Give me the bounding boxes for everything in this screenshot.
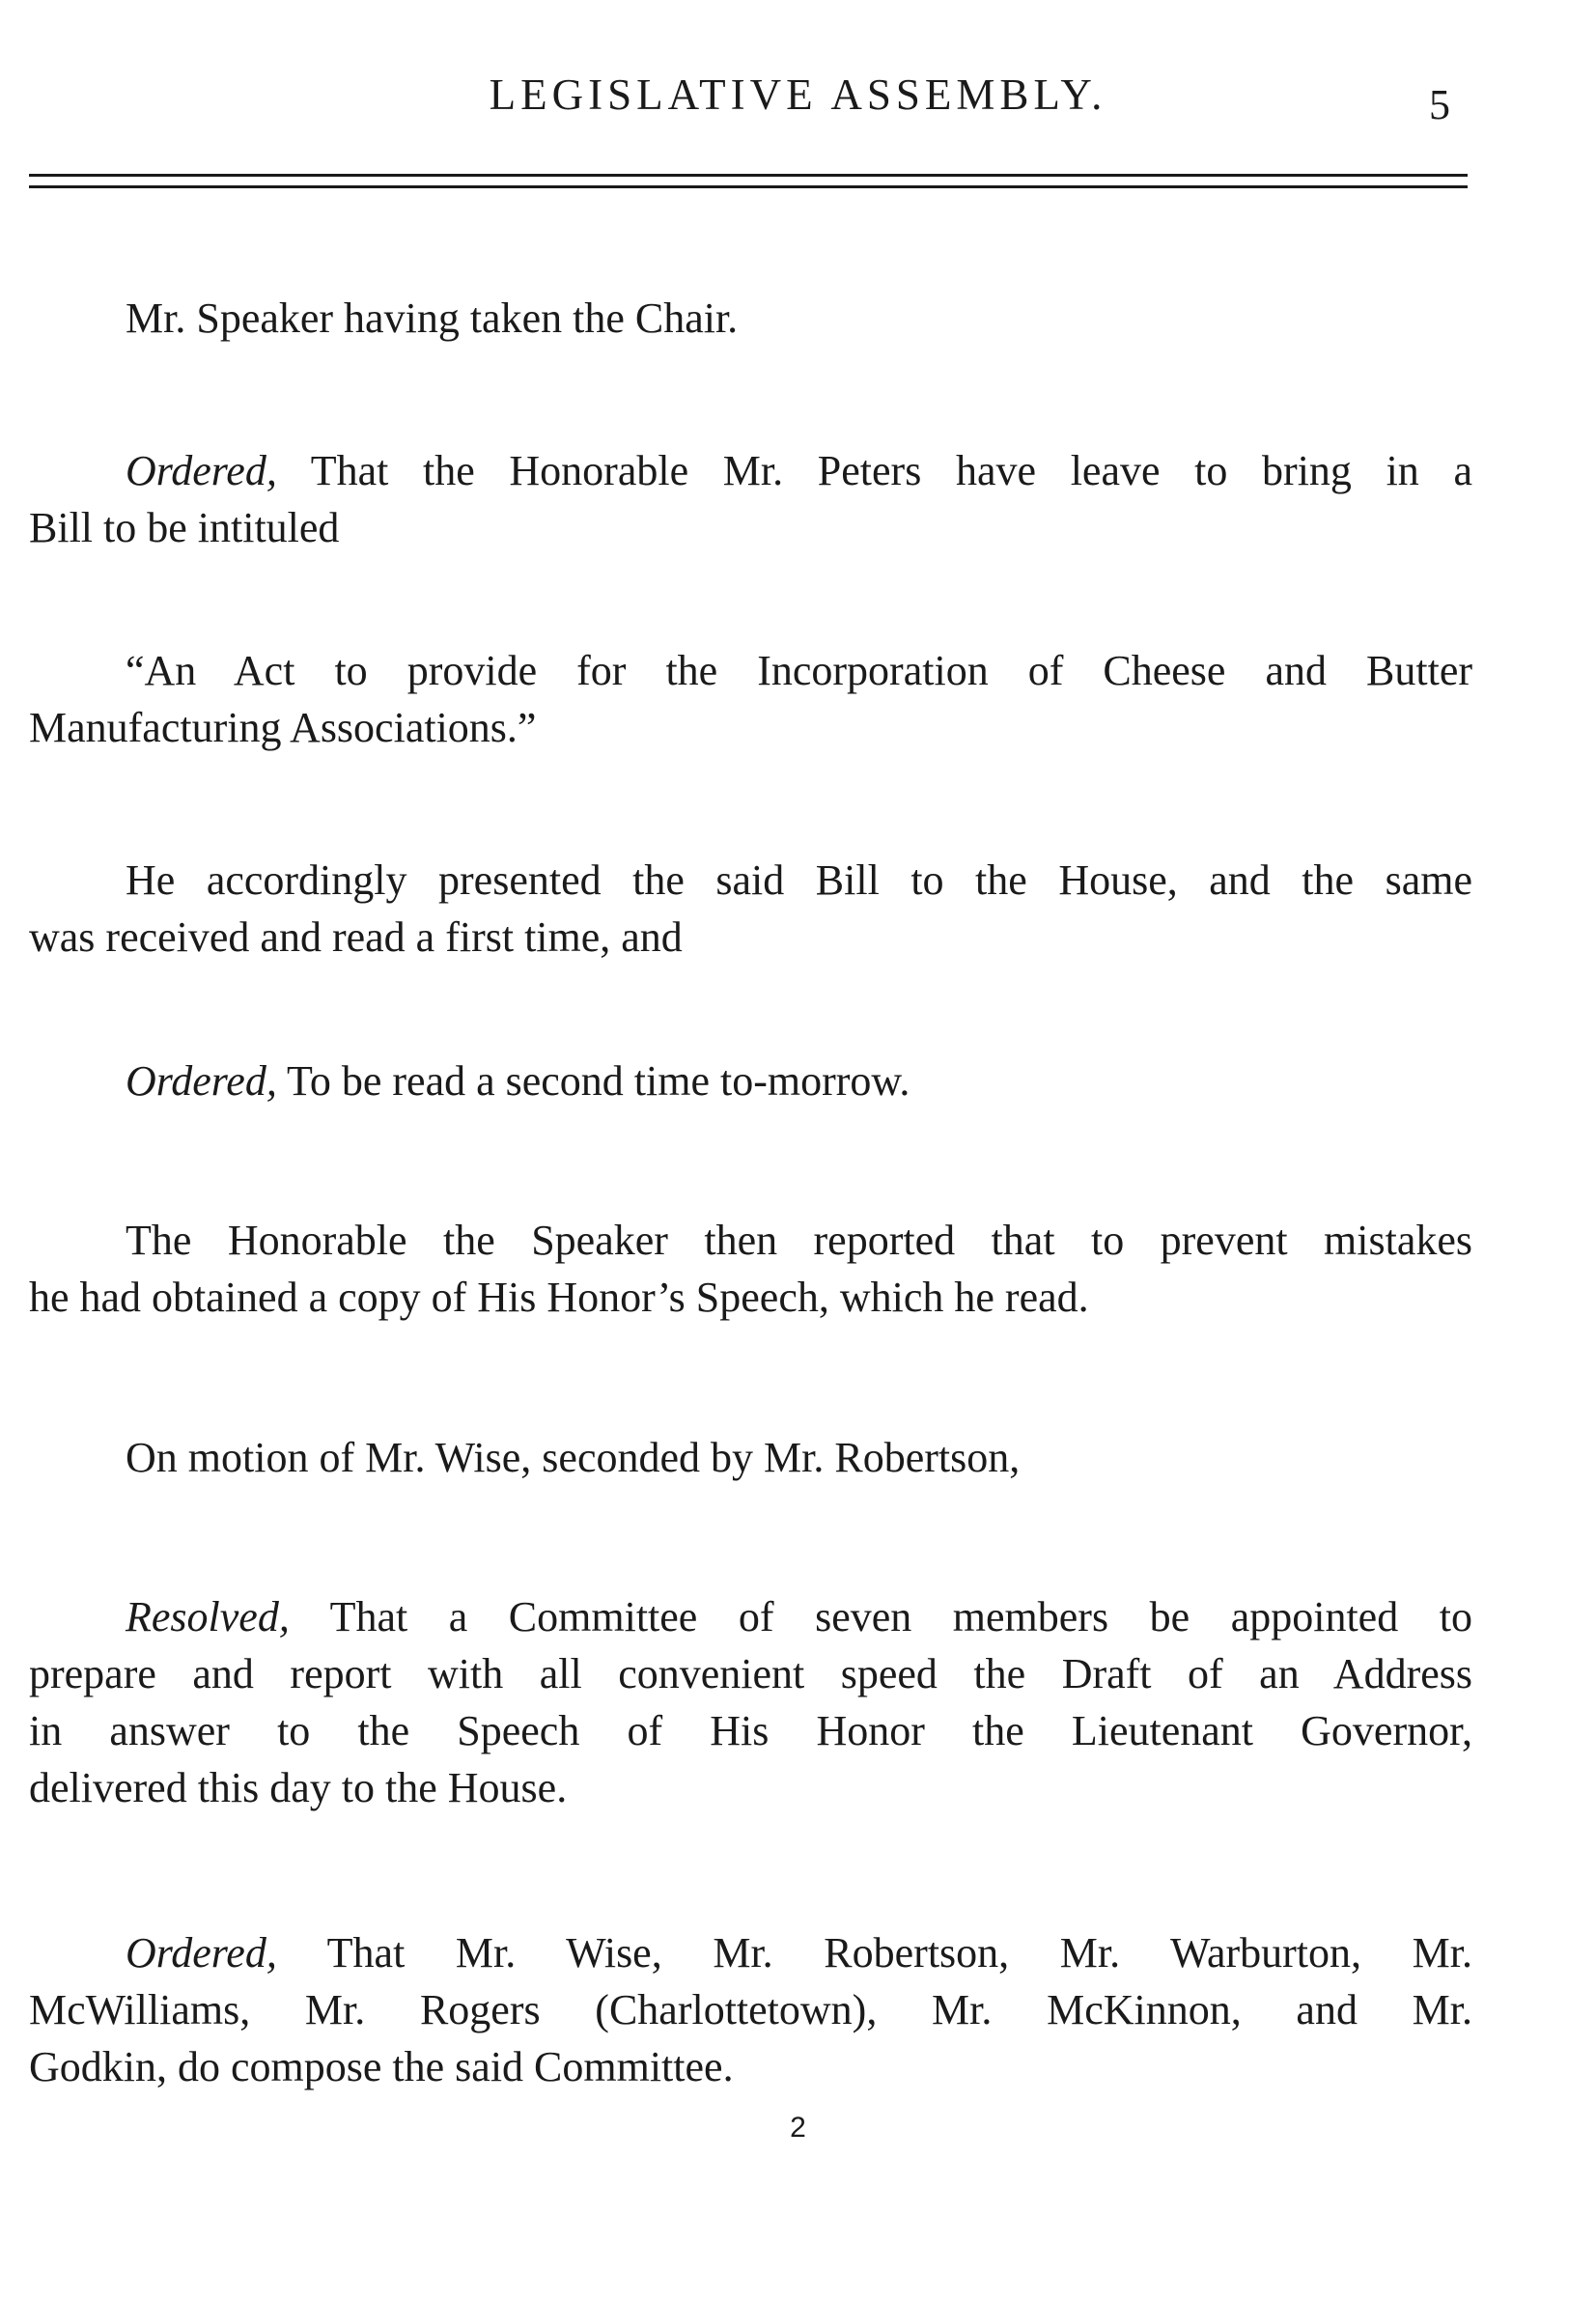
paragraph-bill-presented (29, 852, 1472, 966)
paragraph-line (29, 1924, 1472, 1981)
paragraph-line-text: That the Honorable Mr. Peters have leave to bring in a (310, 447, 1472, 494)
paragraph-line (29, 442, 1472, 499)
paragraph-ordered-leave (29, 442, 1472, 556)
paragraph-line: he had obtained a copy of His Honor’s Speech, which he read. (29, 1274, 1089, 1321)
header-rule-top (29, 174, 1468, 177)
paragraph-line-text: That a Committee of seven members be appointed to (329, 1593, 1472, 1640)
paragraph-act-title (29, 642, 1472, 756)
paragraph-line: Bill to be intituled (29, 504, 340, 551)
paragraph-line: Godkin, do compose the said Committee. (29, 2043, 734, 2090)
paragraph-line: Manufacturing Associations.” (29, 704, 537, 751)
paragraph-lead: Resolved, (126, 1593, 290, 1640)
paragraph-resolved-committee (29, 1588, 1472, 1816)
page-number: 5 (1429, 81, 1450, 128)
signature-mark: 2 (790, 2112, 806, 2144)
paragraph-ordered-members (29, 1924, 1472, 2095)
paragraph-line-text: That Mr. Wise, Mr. Robertson, Mr. Warburton, Mr. (326, 1929, 1472, 1977)
paragraph-line: prepare and report with all convenient speed the Draft of an Address (29, 1650, 1472, 1697)
paragraph-speaker-reported (29, 1212, 1472, 1326)
paragraph-line: He accordingly presented the said Bill to the House, and the same (126, 856, 1472, 904)
paragraph-motion (29, 1429, 1472, 1486)
paragraph-lead: Ordered, (126, 447, 277, 494)
header-rule-bottom (29, 185, 1468, 188)
paragraph-ordered-second-reading (29, 1052, 1472, 1109)
paragraph-line: was received and read a first time, and (29, 913, 683, 961)
paragraph-lead: Ordered, (126, 1929, 277, 1977)
paragraph-line: Mr. Speaker having taken the Chair. (126, 294, 739, 342)
paragraph-line: On motion of Mr. Wise, seconded by Mr. Robertson, (126, 1434, 1021, 1481)
paragraph-line: “An Act to provide for the Incorporation of Cheese and Butter (126, 647, 1472, 694)
paragraph-line: The Honorable the Speaker then reported that to prevent mistakes (126, 1217, 1472, 1264)
paragraph-line (29, 1052, 1472, 1109)
page-title: LEGISLATIVE ASSEMBLY. (489, 70, 1107, 119)
paragraph-line (29, 1588, 1472, 1645)
paragraph-line: McWilliams, Mr. Rogers (Charlottetown), Mr. McKinnon, and Mr. (29, 1986, 1472, 2033)
paragraph-line-text: To be read a second time to-morrow. (287, 1057, 910, 1105)
paragraph-lead: Ordered, (126, 1057, 277, 1105)
paragraph-speaker-chair (29, 290, 1472, 347)
paragraph-line: delivered this day to the House. (29, 1764, 568, 1811)
paragraph-line: in answer to the Speech of His Honor the Lieutenant Governor, (29, 1707, 1472, 1754)
